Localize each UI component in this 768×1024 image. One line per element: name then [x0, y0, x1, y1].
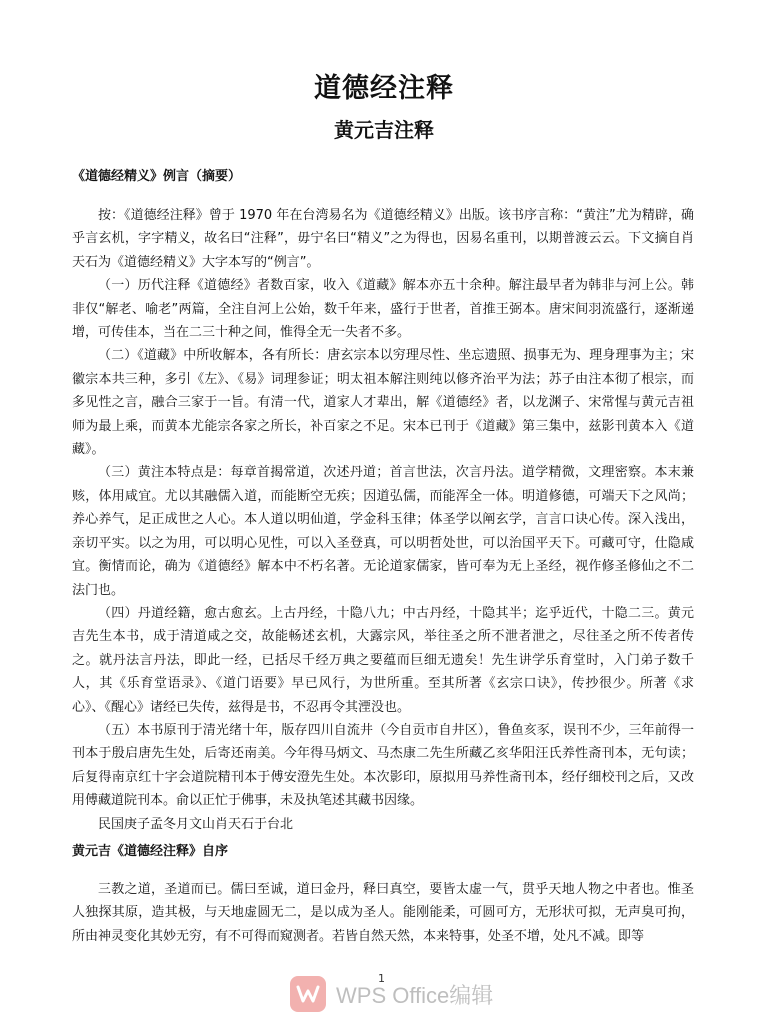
- wps-logo-icon: [290, 976, 326, 1012]
- paragraph: （二）《道藏》中所收解本，各有所长：唐玄宗本以穷理尽性、坐忘遗照、损事无为、理身理事为主；宋徽宗本共三种，多引《左》、《易》词理参证；明太祖本解注则纯以修齐治平为法；苏子由注本彻了根宗，而多见性之言，融合三家于一旨。有清一代，道家人才辈出，解《道德经》者，以龙渊子、宋常惺与黄元吉祖师为最上乘，而黄本尤能宗各家之所长，补百家之不足。宋本已刊于《道藏》第三集中，兹影刊黄本入《道藏》。: [72, 348, 694, 458]
- wps-watermark: [290, 976, 493, 1012]
- section-body-author-preface: [72, 878, 694, 948]
- section-body-preface-notes: [72, 204, 694, 836]
- document-subtitle: 黄元吉注释: [334, 118, 434, 142]
- document-title: 道德经注释: [314, 73, 454, 104]
- paragraph: 三教之道，圣道而已。儒曰至诚，道曰金丹，释曰真空，要皆太虚一气，贯乎天地人物之中者也。惟圣人独探其原，造其极，与天地虚圆无二，是以成为圣人。能刚能柔，可圆可方，无形状可拟，无声臭可拘，所由神灵变化其妙无穷，有不可得而窥测者。若皆自然天然，本来特事，处圣不增，处凡不减。即等: [72, 882, 694, 944]
- page-number: 1: [378, 972, 385, 985]
- paragraph: （四）丹道经籍，愈古愈玄。上古丹经，十隐八九；中古丹经，十隐其半；迄乎近代，十隐二三。黄元吉先生本书，成于清道咸之交，故能畅述玄机，大露宗风，举往圣之所不泄者泄之，尽往圣之所不传者传之。就丹法言丹法，即此一经，已括尽千经万典之要蕴而巨细无遗矣！先生讲学乐育堂时，入门弟子数千人，其《乐育堂语录》、《道门语要》早已风行，为世所重。至其所著《玄宗口诀》，传抄很少。所著《求心》、《醒心》诸经已失传，兹得是书，不忍再令其湮没也。: [72, 605, 694, 715]
- section-heading-author-preface: 黄元吉《道德经注释》自序: [72, 844, 229, 859]
- paragraph: （三）黄注本特点是：每章首揭常道，次述丹道；首言世法，次言丹法。道学精微，文理密察。本末兼赅，体用咸宜。尤以其融儒入道，而能断空无疾；因道弘儒，而能浑全一体。明道修德，可端天下之风尚；养心养气，足正成世之人心。本人道以明仙道，学金科玉律；体圣学以阐玄学，言言口诀心传。深入浅出，亲切平实。以之为用，可以明心见性，可以入圣登真，可以明哲处世，可以治国平天下。可藏可守，仕隐咸宜。衡情而论，确为《道德经》解本中不朽名著。无论道家儒家，皆可奉为无上圣经，视作修圣修仙之不二法门也。: [72, 465, 694, 598]
- paragraph: （五）本书原刊于清光绪十年，版存四川自流井（今自贡市自井区），鲁鱼亥豕，误刊不少，三年前得一刊本于殷启唐先生处，后寄还南美。今年得马炳文、马杰康二先生所藏乙亥华阳汪氏养性斋刊本，无句读；后复得南京红十字会道院精刊本于傅安澄先生处。本次影印，原拟用马养性斋刊本，经仔细校刊之后，又改用傅藏道院刊本。俞以正忙于佛事，未及执笔述其藏书因缘。: [72, 722, 694, 809]
- signature-line: 民国庚子孟冬月文山肖天石于台北: [98, 816, 294, 832]
- section-heading-preface-notes: 《道德经精义》例言（摘要）: [72, 169, 242, 184]
- paragraph: （一）历代注释《道德经》者数百家，收入《道藏》解本亦五十余种。解注最早者为韩非与河上公。韩非仅“解老、喻老”两篇，全注自河上公始，数千年来，盛行于世者，首推王弼本。唐宋间羽流盛行，逐渐递增，可传佳本，当在二三十种之间，惟得全无一失者不多。: [72, 278, 694, 341]
- paragraph: 按：《道德经注释》曾于 1970 年在台湾易名为《道德经精义》出版。该书序言称：“黄注”尤为精辟，确乎言玄机，字字精义，故名曰“注释”，毋宁名曰“精义”之为得也，因易名重刊，以期普渡云云。下文摘自肖天石为《道德经精义》大字本写的“例言”。: [72, 208, 694, 270]
- watermark-text: WPS Office编辑: [336, 982, 494, 1008]
